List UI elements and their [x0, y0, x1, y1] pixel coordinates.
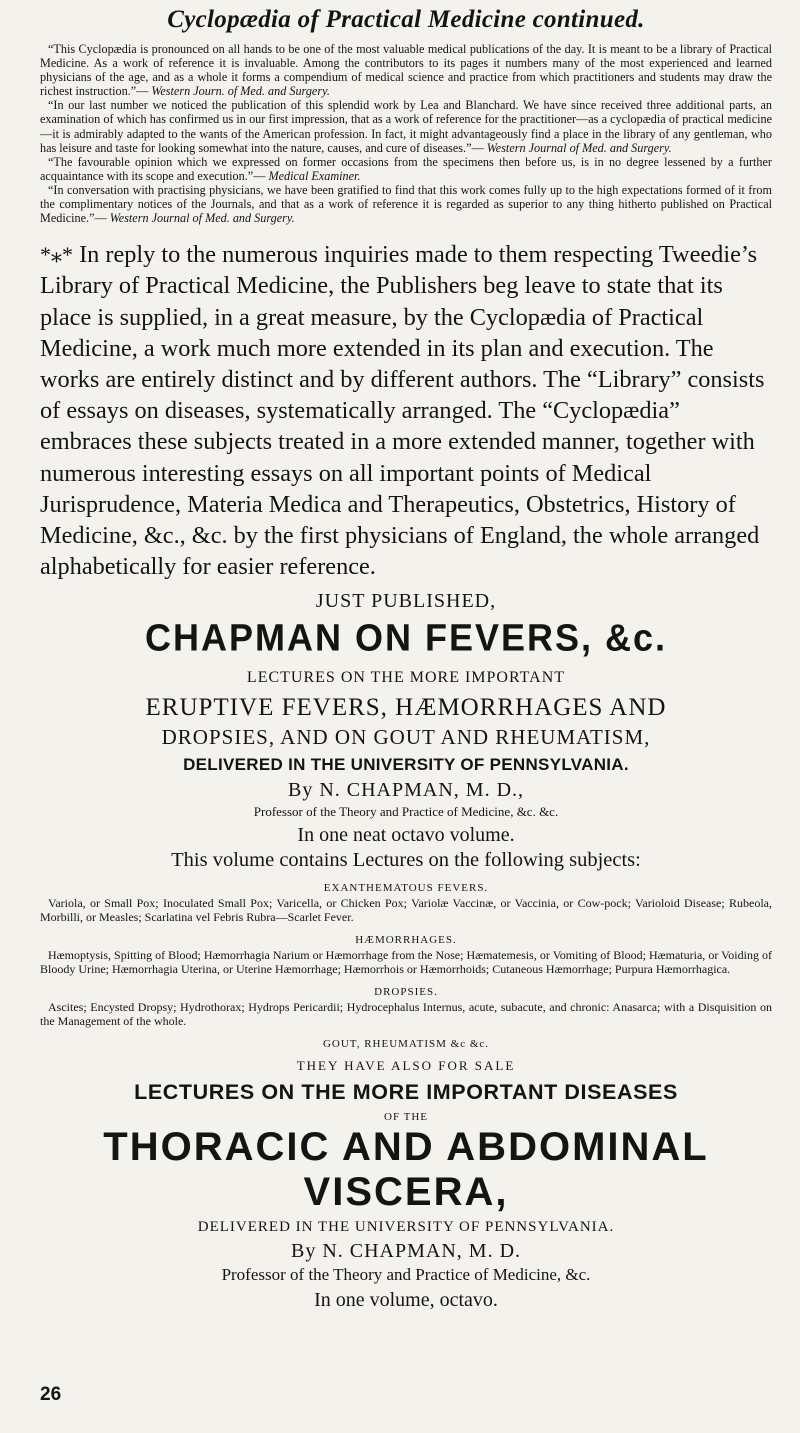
advert-headline: CHAPMAN ON FEVERS, &c. [144, 616, 668, 660]
delivered-line: DELIVERED IN THE UNIVERSITY OF PENNSYLVANIA. [183, 755, 629, 775]
of-the-label: OF THE [384, 1111, 428, 1124]
author-line-2: By N. CHAPMAN, M. D. [290, 1240, 522, 1263]
format-line: In one neat octavo volume. [297, 824, 515, 847]
format-line-2: In one volume, octavo. [314, 1289, 498, 1312]
advert-chapman-fevers [40, 590, 772, 872]
section-heading: HÆMORRHAGES. [355, 934, 457, 947]
review-text: “This Cyclopædia is pronounced on all hands to be one of the most valuable medical publications of the day. It is meant to be a library of Practical Medicine. As a work of reference it is invaluable. Among the contributors to its pages it numbers many of the most experienced and learned physicians of the age, and as a whole it forms a compendium of medical science and practice from which practitioners and students may draw the richest instruction.”— [40, 42, 772, 99]
review-source: Western Journ. of Med. and Surgery. [151, 84, 330, 99]
professor-line-2: Professor of the Theory and Practice of Medicine, &c. [221, 1265, 591, 1285]
section-text: Hæmoptysis, Spitting of Blood; Hæmorrhagia Narium or Hæmorrhage from the Nose; Hæmatemesis, or Vomiting of Blood; Hæmaturia, or Voiding of Bloody Urine; Hæmorrhagia Uterina, or Uterine Hæmorrhage; Hæmorrhois or Hæmorrhoids; Cutaneous Hæmorrhage; Purpura Hæmorrhagica. [40, 948, 772, 977]
asterism-mark: *⁎* [40, 242, 73, 268]
review-quote-1 [40, 42, 772, 98]
lectures-label: LECTURES ON THE MORE IMPORTANT [246, 669, 566, 687]
running-title: Cyclopædia of Practical Medicine continued. [167, 6, 645, 33]
review-quote-4 [40, 183, 772, 225]
review-source: Western Journal of Med. and Surgery. [109, 211, 295, 226]
review-quote-3 [40, 155, 772, 183]
professor-line: Professor of the Theory and Practice of Medicine, &c. &c. [253, 804, 559, 820]
section-heading: EXANTHEMATOUS FEVERS. [323, 882, 489, 895]
review-text: “The favourable opinion which we expressed on former occasions from the specimens then before us, is in no degree lessened by a further acquaintance with its scope and execution.”— [40, 154, 772, 183]
contents-sections [40, 882, 772, 1050]
notice-text: In reply to the numerous inquiries made to them respecting Tweedie’s Library of Practical Medicine, the Publishers beg leave to state that its place is supplied, in a great measure, by the Cyclopædia of Practical Medicine, a work much more extended in its plan and execution. The works are entirely distinct and by different authors. The “Library” consists of essays on diseases, systematically arranged. The “Cyclopædia” embraces these subjects treated in a more extended manner, together with numerous interesting essays on all important points of Medical Jurisprudence, Materia Medica and Therapeutics, Obstetrics, History of Medicine, &c., &c. by the first physicians of England, the whole arranged alphabetically for easier reference. [40, 241, 765, 581]
review-text: “In our last number we noticed the publication of this splendid work by Lea and Blanchard. We have since received three additional parts, an examination of which has confirmed us in our first impression, that as a work of reference for the practitioner—as a cyclopædia of practical medicine—it is admirably adapted to the wants of the American profession. In fact, it might advantageously find a place in the library of any gentleman, who has leisure and taste for looking somewhat into the nature, causes, and cure of diseases.”— [40, 98, 772, 155]
advert-thoracic-viscera [40, 1058, 772, 1312]
review-source: Western Journal of Med. and Surgery. [486, 140, 672, 155]
subject-line-1: ERUPTIVE FEVERS, HÆMORRHAGES AND [145, 694, 667, 722]
also-for-sale-label: THEY HAVE ALSO FOR SALE [296, 1058, 516, 1074]
reviews-block [40, 42, 772, 225]
section-text: Ascites; Encysted Dropsy; Hydrothorax; Hydrops Pericardii; Hydrocephalus Internus, acute, subacute, and chronic: Anasarca; with a Disquisition on the Management of the whole. [40, 1000, 772, 1029]
section-text: Variola, or Small Pox; Inoculated Small Pox; Varicella, or Chicken Pox; Variolæ Vaccinæ, or Vaccinia, or Cow-pock; Varioloid Disease; Rubeola, Morbilli, or Measles; Scarlatina vel Febris Rubra—Scarlet Fever. [40, 896, 772, 925]
gout-line: GOUT, RHEUMATISM &c &c. [322, 1038, 490, 1051]
review-text: “In conversation with practising physicians, we have been gratified to find that this work comes fully up to the high expectations formed of it from the complimentary notices of the Journals, and that as a work of reference it is regarded as superior to any thing hitherto published on Practical Medicine.”— [40, 182, 772, 226]
publishers-notice [40, 239, 772, 582]
advert-headline-2: LECTURES ON THE MORE IMPORTANT DISEASES [134, 1080, 678, 1105]
review-quote-2 [40, 98, 772, 154]
subject-line-2: DROPSIES, AND ON GOUT AND RHEUMATISM, [161, 725, 651, 750]
just-published-label: JUST PUBLISHED, [315, 590, 497, 613]
review-source: Medical Examiner. [268, 168, 361, 183]
page-number: 26 [40, 1384, 62, 1405]
thoracic-title: THORACIC AND ABDOMINAL VISCERA, [103, 1125, 709, 1215]
author-line: By N. CHAPMAN, M. D., [287, 779, 525, 802]
delivered-line-2: DELIVERED IN THE UNIVERSITY OF PENNSYLVANIA. [197, 1219, 615, 1236]
contents-intro: This volume contains Lectures on the following subjects: [171, 849, 641, 872]
section-heading: DROPSIES. [374, 986, 438, 999]
